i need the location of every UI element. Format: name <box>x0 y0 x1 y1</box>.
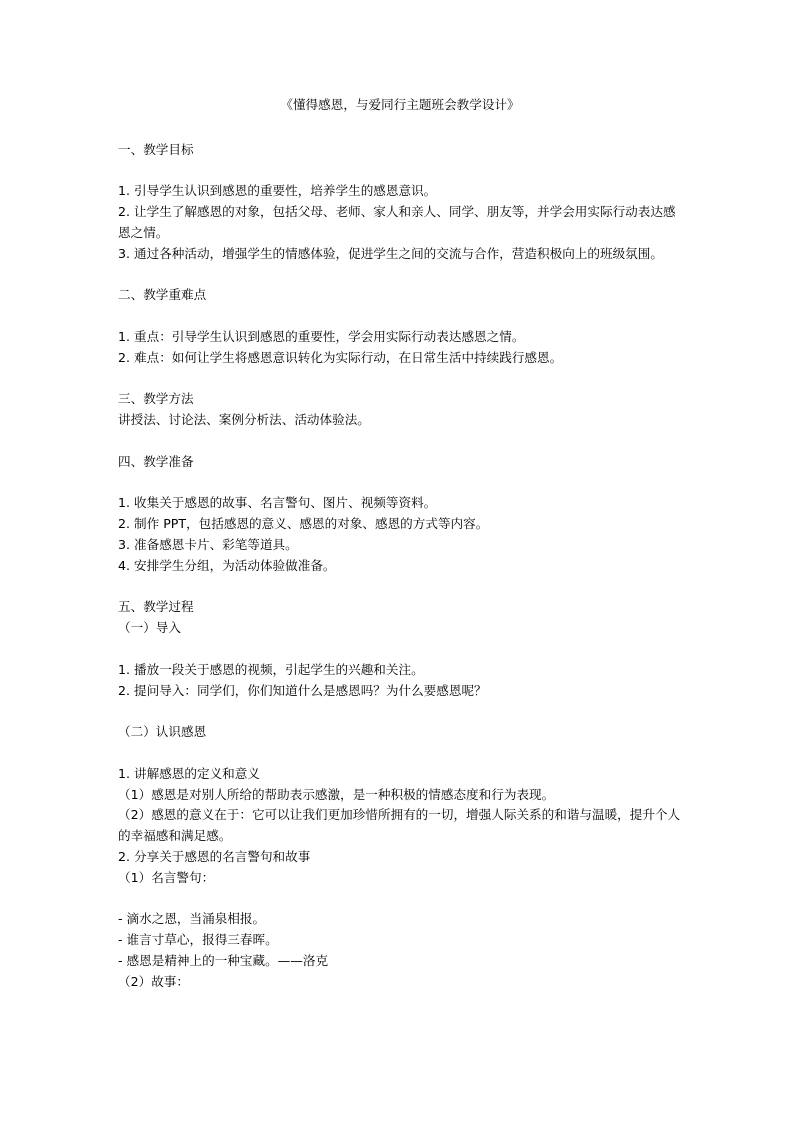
subsection-heading-intro: （一）导入 <box>118 620 181 636</box>
list-item: 1. 引导学生认识到感恩的重要性，培养学生的感恩意识。 <box>118 183 437 199</box>
document-body <box>118 95 682 992</box>
section-heading-key-points: 二、教学重难点 <box>118 287 207 303</box>
list-item: 4. 安排学生分组，为活动体验做准备。 <box>118 557 336 573</box>
list-item: 3. 通过各种活动，增强学生的情感体验，促进学生之间的交流与合作，营造积极向上的班级氛围。 <box>118 245 663 261</box>
list-item: 2. 分享关于感恩的名言警句和故事 <box>118 848 311 864</box>
list-item: 1. 播放一段关于感恩的视频，引起学生的兴趣和关注。 <box>118 661 424 677</box>
list-item: （1）名言警句： <box>118 869 215 885</box>
quote-item: - 滴水之恩，当涌泉相报。 <box>118 911 266 927</box>
list-item: 2. 让学生了解感恩的对象，包括父母、老师、家人和亲人、同学、朋友等，并学会用实际行动表达感恩之情。 <box>118 204 676 240</box>
section-heading-preparation: 四、教学准备 <box>118 453 194 469</box>
section-heading-objectives: 一、教学目标 <box>118 141 194 157</box>
story-label: （2）故事： <box>118 973 189 989</box>
list-item: 3. 准备感恩卡片、彩笔等道具。 <box>118 536 298 552</box>
quote-item: - 感恩是精神上的一种宝藏。——洛克 <box>118 952 329 968</box>
subsection-heading-understanding: （二）认识感恩 <box>118 724 207 740</box>
list-item: 2. 制作 PPT，包括感恩的意义、感恩的对象、感恩的方式等内容。 <box>118 516 489 532</box>
section-heading-process: 五、教学过程 <box>118 599 194 615</box>
section-heading-methods: 三、教学方法 <box>118 391 194 407</box>
list-item: 1. 收集关于感恩的故事、名言警句、图片、视频等资料。 <box>118 495 437 511</box>
list-item: 2. 难点：如何让学生将感恩意识转化为实际行动，在日常生活中持续践行感恩。 <box>118 349 563 365</box>
list-item: 2. 提问导入：同学们，你们知道什么是感恩吗？为什么要感恩呢？ <box>118 682 487 698</box>
methods-text: 讲授法、讨论法、案例分析法、活动体验法。 <box>118 412 370 428</box>
list-item: 1. 重点：引导学生认识到感恩的重要性，学会用实际行动表达感恩之情。 <box>118 328 525 344</box>
list-item: （2）感恩的意义在于：它可以让我们更加珍惜所拥有的一切，增强人际关系的和谐与温暖，提升个人的幸福感和满足感。 <box>118 807 681 844</box>
document-title: 《懂得感恩，与爱同行主题班会教学设计》 <box>280 97 520 112</box>
list-item: 1. 讲解感恩的定义和意义 <box>118 765 260 781</box>
quote-item: - 谁言寸草心，报得三春晖。 <box>118 932 278 948</box>
list-item: （1）感恩是对别人所给的帮助表示感激，是一种积极的情感态度和行为表现。 <box>118 786 555 802</box>
